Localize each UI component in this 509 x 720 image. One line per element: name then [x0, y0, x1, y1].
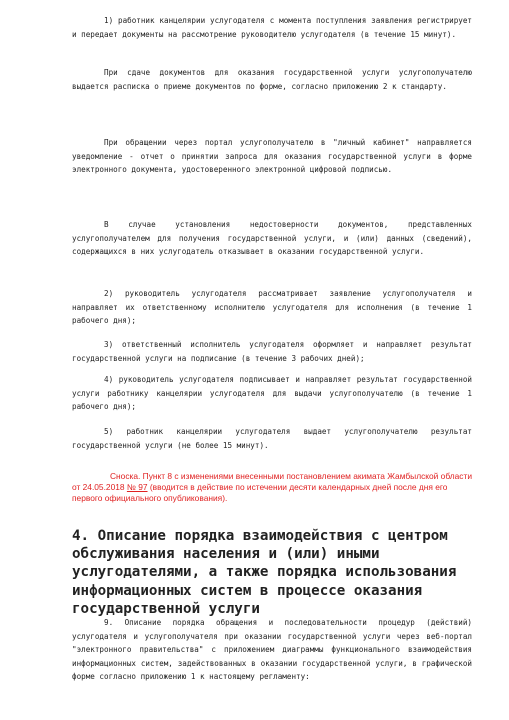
paragraph-item-3: 3) ответственный исполнитель услугодателя оформляет и направляет результат государственной услуги на подписание (в течение 3 рабочих дней); — [72, 340, 472, 363]
paragraph-refusal: В случае установления недостоверности документов, представленных услугополучателем для получения государственной услуги, и (или) данных (сведений), содержащихся в них услугодатель отказывает в оказании государственной услуги. — [72, 220, 472, 256]
paragraph-item-1: 1) работник канцелярии услугодателя с момента поступления заявления регистрирует и передает документы на рассмотрение руководителю услугодателя (в течение 15 минут). — [72, 16, 472, 39]
footnote-amendment: Сноска. Пункт 8 с изменениями внесенными постановлением акимата Жамбылской области от 24.05.2018 № 97 (вводится в действие по истечении десяти календарных дней после дня его первого официального опубликования). — [72, 471, 473, 503]
section-heading: 4. Описание порядка взаимодействия с центром обслуживания населения и (или) иными услугодателями, а также порядка использования информационных систем в процессе оказания государственной услуги — [72, 528, 457, 617]
resolution-link[interactable]: № 97 — [126, 482, 148, 492]
paragraph-item-9: 9. Описание порядка обращения и последовательности процедур (действий) услугодателя и услугополучателя при оказании государственной услуги через веб-портал "электронного правительства" с приложением диаграммы функционального взаимодействия информационных систем, задействованных в оказании государственной услуги, в графической форме согласно приложению 1 к настоящему регламенту: — [72, 618, 472, 681]
paragraph-item-4: 4) руководитель услугодателя подписывает и направляет результат государственной услуги работнику канцелярии услугодателя для выдачи услугополучателю (в течение 1 рабочего дня); — [72, 375, 472, 411]
paragraph-receipt: При сдаче документов для оказания государственной услуги услугополучателю выдается расписка о приеме документов по форме, согласно приложению 2 к стандарту. — [72, 68, 472, 91]
paragraph-item-2: 2) руководитель услугодателя рассматривает заявление услугополучателя и направляет их ответственному исполнителю услугодателя для исполнения (в течение 1 рабочего дня); — [72, 289, 472, 325]
paragraph-item-5: 5) работник канцелярии услугодателя выдает услугополучателю результат государственной услуги (не более 15 минут). — [72, 427, 472, 450]
paragraph-portal-notification: При обращении через портал услугополучателю в "личный кабинет" направляется уведомление - отчет о принятии запроса для оказания государственной услуги в форме электронного документа, удостоверенного электронной цифровой подписью. — [72, 138, 472, 174]
